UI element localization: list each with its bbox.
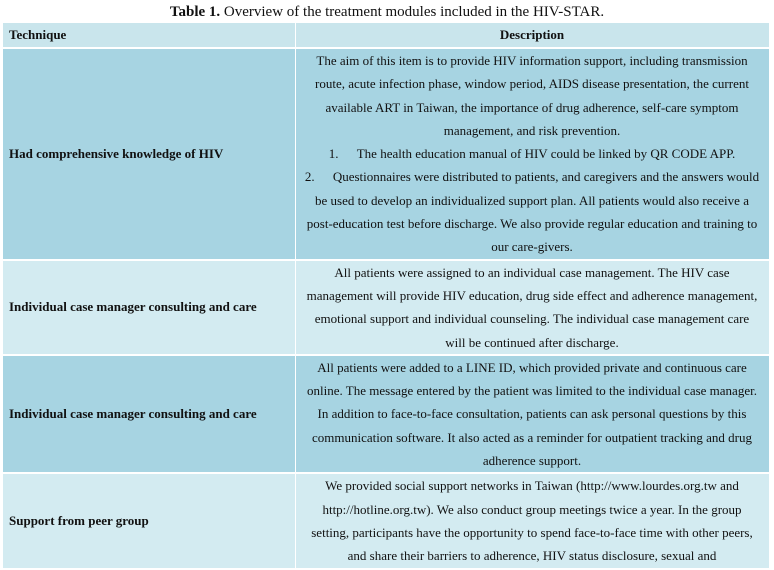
list-item [304,165,761,258]
technique-cell: Had comprehensive knowledge of HIV [3,48,295,260]
description-cell: All patients were added to a LINE ID, which provided private and continuous care online. The message entered by the patient was limited to the individual case manager. In addition to face-to-face consultation, patients can ask personal questions by this communication software. It also acted as a reminder for outpatient tracking and drug adherence support. [295,355,769,473]
technique-cell: Individual case manager consulting and care [3,355,295,473]
list-item-text: Questionnaires were distributed to patients, and caregivers and the answers would be used to develop an individualized support plan. All patients would also receive a post-education test before discharge. We also provide regular education and training to our care-givers. [306,169,760,255]
list-item-number: 1. [328,146,339,162]
list-item [304,142,761,165]
column-header-technique: Technique [3,23,295,48]
column-header-description: Description [295,23,769,48]
description-cell: We provided social support networks in Taiwan (http://www.lourdes.org.tw and http://hotline.org.tw). We also conduct group meetings twice a year. In the group setting, participants have the opportunity to spend face-to-face time with other peers, and share their barriers to adherence, HIV status disclosure, sexual and [295,473,769,568]
description-text: The aim of this item is to provide HIV information support, including transmission route, acute infection phase, window period, AIDS disease presentation, the current available ART in Taiwan, the importance of drug adherence, self-care symptom management, and risk prevention. [315,53,749,138]
caption-label: Table 1. [169,4,221,20]
list-item-number: 2. [304,169,315,185]
table-caption [0,0,774,23]
table-header-row [3,23,769,48]
technique-cell: Support from peer group [3,473,295,568]
caption-text: Overview of the treatment modules included in the HIV-STAR. [223,4,605,20]
treatment-modules-table [3,23,770,570]
table-row [3,355,769,473]
description-cell: All patients were assigned to an individual case management. The HIV case management will provide HIV education, drug side effect and adherence management, emotional support and individual counseling. The individual case management care will be continued after discharge. [295,260,769,355]
table-row [3,260,769,355]
list-item-text: The health education manual of HIV could be linked by QR CODE APP. [356,146,736,162]
technique-cell: Individual case manager consulting and care [3,260,295,355]
table-row [3,473,769,568]
description-cell [295,48,769,260]
table-row [3,48,769,260]
